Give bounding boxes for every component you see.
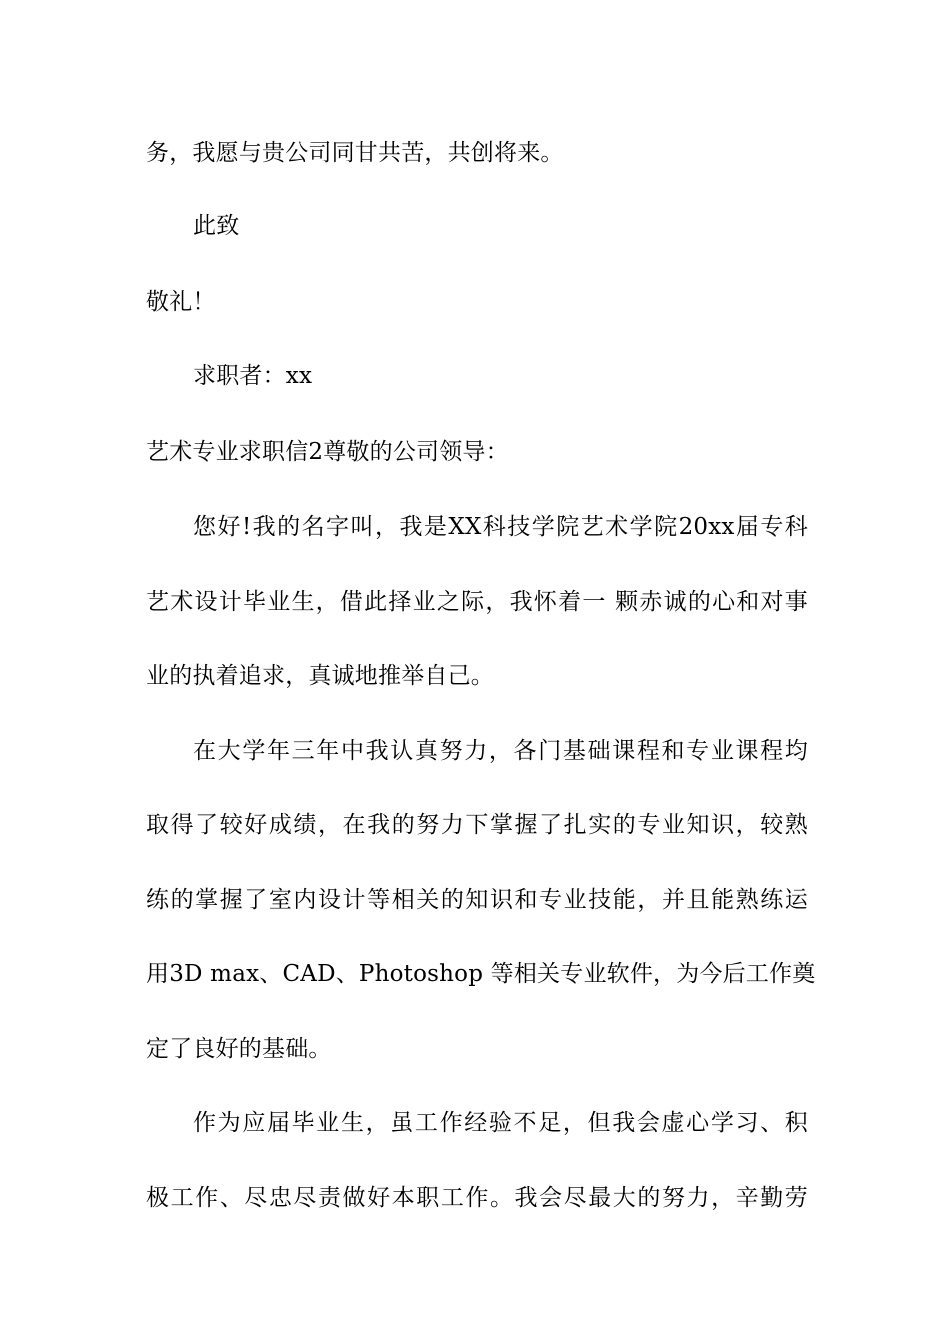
text-line-paragraph-3-line-2: 极工作、尽忠尽责做好本职工作。我会尽最大的努力，辛勤劳 xyxy=(146,1185,808,1211)
text-line-closing-sentence: 务，我愿与贵公司同甘共苦，共创将来。 xyxy=(146,140,564,166)
text-line-paragraph-1-line-3: 业的执着追求，真诚地推举自己。 xyxy=(146,663,494,689)
text-line-salutation-jing-li: 敬礼！ xyxy=(146,289,216,315)
text-line-paragraph-3-line-1: 作为应届毕业生，虽工作经验不足，但我会虚心学习、积 xyxy=(193,1110,808,1136)
text-line-paragraph-1-line-2: 艺术设计毕业生，借此择业之际，我怀着一 颗赤诚的心和对事 xyxy=(146,589,808,615)
text-line-letter-title: 艺术专业求职信2尊敬的公司领导： xyxy=(146,439,509,465)
text-line-paragraph-2-line-5: 定了良好的基础。 xyxy=(146,1036,332,1062)
text-line-salutation-ci-zhi: 此致 xyxy=(193,213,240,239)
text-line-paragraph-2-line-4: 用3D max、CAD、Photoshop 等相关专业软件，为今后工作奠 xyxy=(146,961,816,987)
text-line-paragraph-2-line-2: 取得了较好成绩，在我的努力下掌握了扎实的专业知识，较熟 xyxy=(146,812,808,838)
text-line-paragraph-2-line-3: 练的掌握了室内设计等相关的知识和专业技能，并且能熟练运 xyxy=(146,887,808,913)
text-line-paragraph-2-line-1: 在大学年三年中我认真努力，各门基础课程和专业课程均 xyxy=(193,738,808,764)
text-line-signature: 求职者：xx xyxy=(193,363,313,389)
text-line-paragraph-1-line-1: 您好!我的名字叫，我是XX科技学院艺术学院20xx届专科 xyxy=(193,514,808,540)
